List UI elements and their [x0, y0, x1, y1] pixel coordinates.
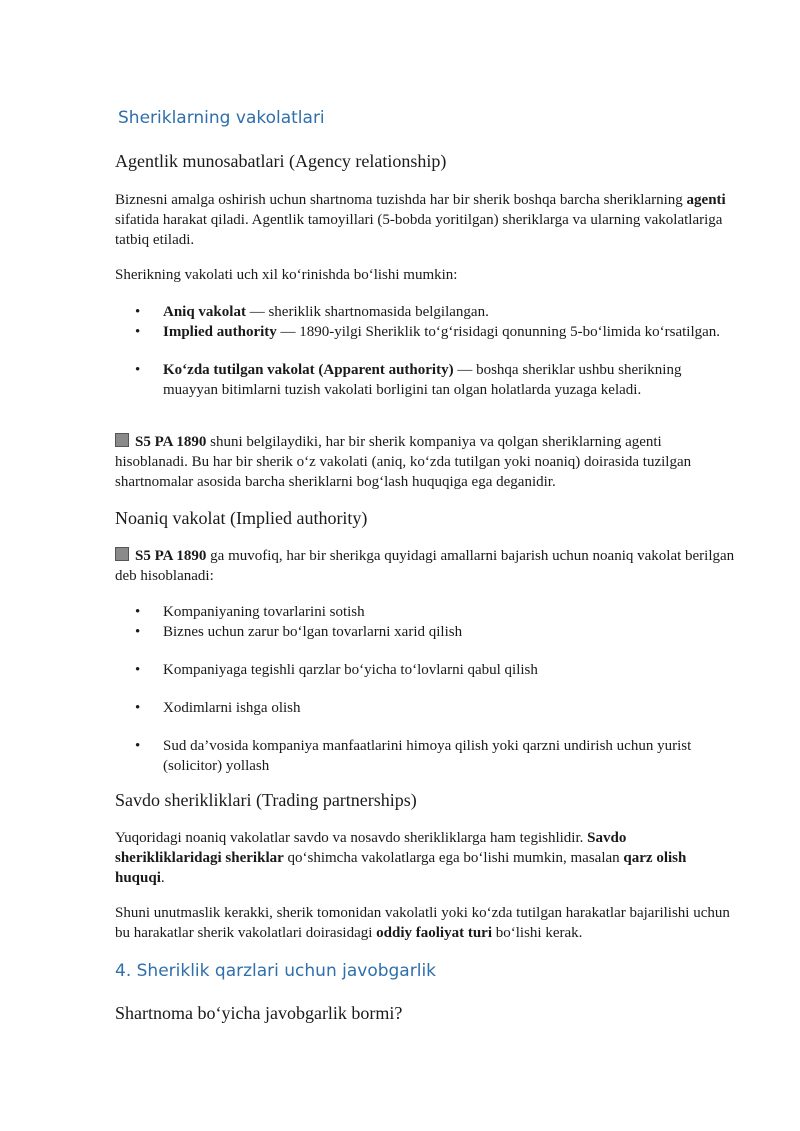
section-title-liability: 4. Sheriklik qarzlari uchun javobgarlik — [115, 961, 437, 981]
section-title-partner-authority: Sheriklarning vakolatlari — [118, 108, 325, 128]
subheading-trading: Savdo sherikliklari (Trading partnerships) — [115, 790, 417, 810]
text: Biznesni amalga oshirish uchun shartnoma tuzishda har bir sherik boshqa barcha sheriklarning — [115, 192, 687, 208]
list-item — [115, 360, 735, 400]
paragraph-s5-agent — [115, 432, 735, 492]
bold-text: S5 PA 1890 — [135, 434, 207, 450]
subheading-contract-liability: Shartnoma bo‘yicha javobgarlik bormi? — [115, 1003, 403, 1023]
text: — 1890-yilgi Sheriklik to‘g‘risidagi qonunning 5-bo‘limida ko‘rsatilgan. — [276, 324, 721, 340]
text: ga muvofiq, har bir sherikga quyidagi amallarni bajarish uchun noaniq vakolat berilgan deb hisoblanadi: — [115, 548, 735, 584]
paragraph-trading — [115, 828, 735, 888]
text: Yuqoridagi noaniq vakolatlar savdo va nosavdo sherikliklarga ham tegishlidir. — [115, 830, 588, 846]
paragraph-authority-types: Sherikning vakolati uch xil ko‘rinishda bo‘lishi mumkin: — [115, 267, 458, 283]
square-icon — [115, 433, 129, 447]
text: — sheriklik shartnomasida belgilangan. — [245, 304, 489, 320]
bold-text: oddiy faoliyat turi — [376, 925, 492, 941]
bold-text: Aniq vakolat — [163, 304, 246, 320]
bold-text: qarz olish huquqi — [115, 850, 687, 886]
text: Shuni unutmaslik kerakki, sherik tomonidan vakolatli yoki ko‘zda tutilgan harakatlar bajarilishi uchun bu harakatlar sherik vakolatlari doirasidagi — [115, 905, 730, 941]
list-item: • Sud da’vosida kompaniya manfaatlarini himoya qilish yoki qarzni undirish uchun yurist (solicitor) yollash — [115, 736, 735, 776]
text: shuni belgilaydiki, har bir sherik kompaniya va qolgan sheriklarning agenti hisoblanadi. Bu har bir sherik o‘z vakolati (aniq, ko‘zda tutilgan yoki noaniq) doirasida tuzilgan shartnomalar asosida barcha sheriklarni bog‘lash huquqiga ega deganidir. — [115, 434, 692, 490]
list-item: • Kompaniyaning tovarlarini sotish — [115, 602, 735, 622]
subheading-implied: Noaniq vakolat (Implied authority) — [115, 508, 368, 528]
bold-text: Ko‘zda tutilgan vakolat (Apparent authority) — [163, 362, 454, 378]
bold-text: agenti — [686, 192, 726, 208]
list-item — [115, 322, 735, 342]
square-icon — [115, 547, 129, 561]
list-item — [115, 302, 735, 322]
bold-text: Savdo sherikliklaridagi sheriklar — [115, 830, 627, 866]
paragraph-agency — [115, 190, 735, 250]
paragraph-s5-implied — [115, 546, 735, 586]
text: bo‘lishi kerak. — [492, 925, 583, 941]
text: qo‘shimcha vakolatlarga ega bo‘lishi mumkin, masalan — [283, 850, 624, 866]
authority-list — [115, 302, 735, 400]
bold-text: S5 PA 1890 — [135, 548, 207, 564]
list-item: • Xodimlarni ishga olish — [115, 698, 735, 718]
implied-list — [115, 602, 735, 776]
bold-text: Implied authority — [163, 324, 277, 340]
list-item: • Biznes uchun zarur bo‘lgan tovarlarni xarid qilish — [115, 622, 735, 642]
subheading-agency: Agentlik munosabatlari (Agency relationship) — [115, 151, 447, 171]
list-item: • Kompaniyaga tegishli qarzlar bo‘yicha to‘lovlarni qabul qilish — [115, 660, 735, 680]
paragraph-ordinary-course — [115, 903, 735, 943]
text: sifatida harakat qiladi. Agentlik tamoyillari (5-bobda yoritilgan) sheriklarga va ularning vakolatlariga tatbiq etiladi. — [115, 212, 723, 248]
text: — boshqa sheriklar ushbu sherikning muayyan bitimlarni tuzish vakolati borligini tan olgan holatlarda yuzaga keladi. — [163, 362, 682, 398]
text: . — [160, 870, 165, 886]
